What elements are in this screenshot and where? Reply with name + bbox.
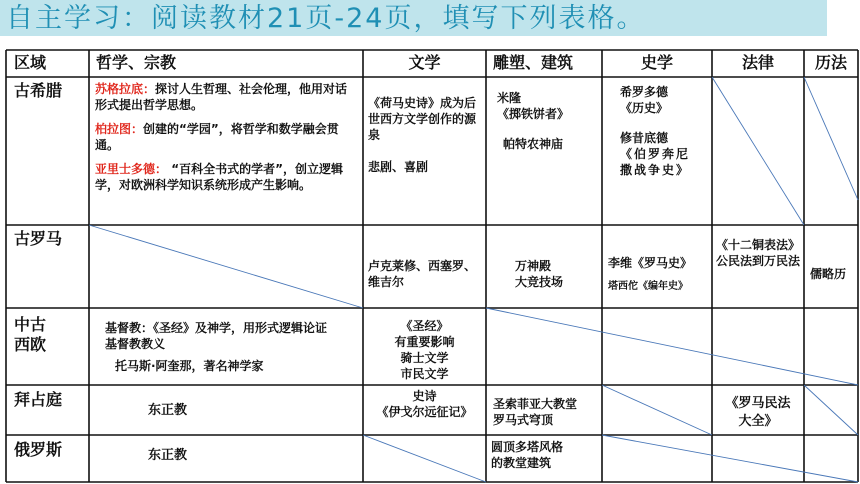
header-architecture: 雕塑、建筑 bbox=[493, 53, 574, 72]
roman-dome-text: 罗马式穹顶 bbox=[493, 413, 554, 427]
byzantium-literature-cell bbox=[363, 388, 486, 420]
row-label-rome: 古罗马 bbox=[14, 229, 63, 248]
greece-history-cell bbox=[620, 84, 710, 178]
rome-law-cell: 《十二铜表法》 公民法到万民法 bbox=[716, 238, 801, 268]
rome-architecture-cell bbox=[515, 258, 563, 290]
igor-campaign-text: 《伊戈尔远征记》 bbox=[376, 405, 473, 419]
header-philosophy: 哲学、宗教 bbox=[96, 53, 177, 72]
onion-dome-text: 圆顶多塔风格 bbox=[491, 440, 564, 454]
header-region: 区域 bbox=[14, 53, 47, 72]
urban-literature-text: 市民文学 bbox=[400, 367, 449, 381]
greece-philosophy-cell bbox=[95, 81, 357, 193]
aristotle-entry bbox=[95, 161, 357, 193]
plato-text: 创建的“学园”，将哲学和数学融会贯通。 bbox=[95, 122, 339, 152]
byzantium-law-cell: 《罗马民法大全》 bbox=[725, 396, 791, 429]
christianity-text: 基督教：《圣经》及神学，用形式逻辑论证基督教教义 bbox=[105, 321, 328, 351]
rome-history-cell bbox=[608, 255, 710, 295]
plato-entry bbox=[95, 121, 357, 153]
discobolus-text: 《掷铁饼者》 bbox=[497, 107, 570, 121]
plato-name: 柏拉图： bbox=[95, 122, 144, 136]
aquinas-text: 托马斯·阿奎那，著名神学家 bbox=[115, 359, 264, 373]
row-label-byzantium: 拜占庭 bbox=[14, 390, 63, 409]
medieval-philosophy-cell bbox=[105, 320, 335, 374]
hagia-sophia-text: 圣索菲亚大教堂 bbox=[493, 397, 578, 411]
byzantium-architecture-cell bbox=[493, 396, 577, 428]
aristotle-name: 亚里士多德： bbox=[95, 162, 168, 176]
homer-epic-text: 《荷马史诗》成为后世西方文学创作的源泉 bbox=[368, 96, 477, 142]
influence-text: 有重要影响 bbox=[394, 335, 455, 349]
myron-text: 米隆 bbox=[497, 91, 522, 105]
header-law: 法律 bbox=[741, 53, 774, 72]
parthenon-text: 帕特农神庙 bbox=[503, 137, 564, 151]
pantheon-text: 万神殿 bbox=[515, 259, 552, 273]
row-label-greece: 古希腊 bbox=[14, 81, 63, 100]
greece-literature-cell bbox=[368, 95, 480, 175]
russia-philosophy-cell: 东正教 bbox=[148, 448, 188, 463]
aristotle-text: “百科全书式的学者”，创立逻辑学，对欧洲科学知识系统形成产生影响。 bbox=[95, 162, 343, 192]
russia-architecture-cell bbox=[491, 439, 563, 471]
drama-text: 悲剧、喜剧 bbox=[368, 160, 429, 174]
colosseum-text: 大竞技场 bbox=[515, 275, 564, 289]
rome-calendar-cell: 儒略历 bbox=[810, 267, 847, 281]
greece-architecture-cell bbox=[497, 90, 599, 152]
histories-text: 《历史》 bbox=[620, 101, 669, 115]
rome-literature-cell: 卢克莱修、西塞罗、维吉尔 bbox=[368, 259, 477, 289]
church-architecture-text: 的教堂建筑 bbox=[491, 456, 552, 470]
peloponnesian-war-text: 《伯罗奔尼撒战争史》 bbox=[620, 147, 691, 177]
page-title: 自主学习：阅读教材21页-24页，填写下列表格。 bbox=[6, 3, 646, 34]
epic-text: 史诗 bbox=[412, 389, 437, 403]
header-literature: 文学 bbox=[408, 53, 441, 72]
header-history: 史学 bbox=[640, 53, 673, 72]
header-calendar: 历法 bbox=[814, 53, 847, 72]
livy-text: 李维《罗马史》 bbox=[608, 256, 693, 270]
herodotus-text: 希罗多德 bbox=[620, 85, 669, 99]
socrates-entry bbox=[95, 81, 357, 113]
medieval-literature-cell bbox=[363, 318, 486, 382]
row-label-russia: 俄罗斯 bbox=[14, 440, 63, 459]
socrates-name: 苏格拉底： bbox=[95, 82, 156, 96]
row-label-medieval: 中古西欧 bbox=[14, 315, 47, 354]
chivalric-literature-text: 骑士文学 bbox=[400, 351, 449, 365]
byzantium-philosophy-cell: 东正教 bbox=[148, 403, 188, 418]
thucydides-text: 修昔底德 bbox=[620, 131, 669, 145]
tacitus-text: 塔西佗《编年史》 bbox=[608, 281, 688, 292]
bible-text: 《圣经》 bbox=[400, 319, 449, 333]
socrates-text: 探讨人生哲理、社会伦理，他用对话形式提出哲学思想。 bbox=[95, 82, 348, 112]
